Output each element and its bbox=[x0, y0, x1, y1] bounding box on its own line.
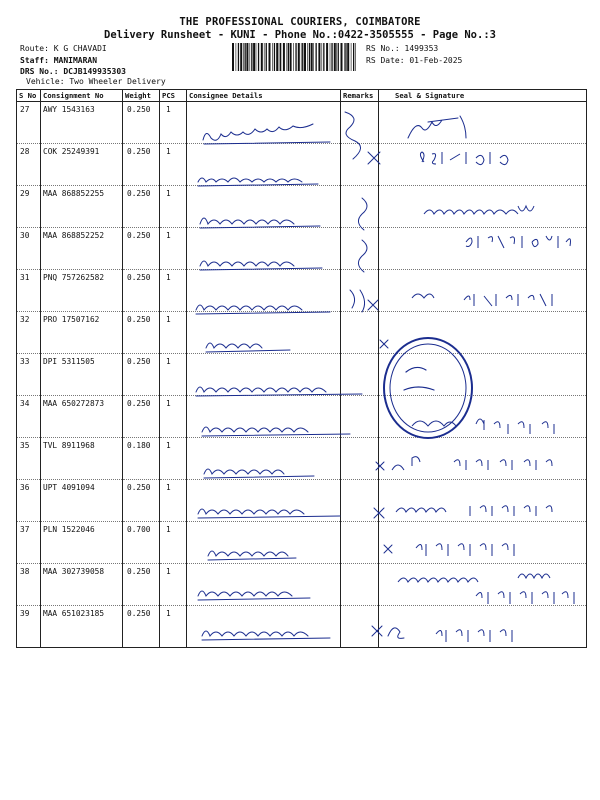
rs-number: RS No.: 1499353 bbox=[366, 44, 439, 53]
cell-sno: 39 bbox=[17, 606, 41, 648]
barcode-bar bbox=[246, 43, 248, 71]
barcode-bar bbox=[256, 43, 257, 71]
cell-consignment-no: MAA 650272873 bbox=[41, 396, 123, 438]
route-line: Route: K G CHAVADI bbox=[20, 44, 107, 53]
barcode-bar bbox=[238, 43, 239, 71]
cell-consignment-no: PLN 1522046 bbox=[41, 522, 123, 564]
vehicle-line: Vehicle: Two Wheeler Delivery bbox=[26, 77, 166, 86]
cell-consignee-details bbox=[187, 270, 341, 312]
barcode-bar bbox=[301, 43, 302, 71]
cell-consignee-details bbox=[187, 186, 341, 228]
cell-pcs: 1 bbox=[160, 228, 187, 270]
barcode-bar bbox=[304, 43, 306, 71]
cell-remarks bbox=[341, 606, 379, 648]
cell-pcs: 1 bbox=[160, 102, 187, 144]
barcode-bar bbox=[251, 43, 252, 71]
cell-consignment-no: COK 25249391 bbox=[41, 144, 123, 186]
col-pcs: PCS bbox=[160, 90, 187, 102]
cell-consignment-no: MAA 651023185 bbox=[41, 606, 123, 648]
barcode-bar bbox=[355, 43, 356, 71]
runsheet-subtitle: Delivery Runsheet - KUNI - Phone No.:0422-3505555 - Page No.:3 bbox=[104, 29, 496, 41]
cell-sno: 37 bbox=[17, 522, 41, 564]
cell-weight: 0.250 bbox=[123, 186, 160, 228]
cell-pcs: 1 bbox=[160, 606, 187, 648]
table-row bbox=[17, 312, 587, 354]
barcode-bar bbox=[288, 43, 289, 71]
cell-remarks bbox=[341, 354, 379, 396]
barcode-bar bbox=[351, 43, 352, 71]
col-seal-signature: Seal & Signature bbox=[379, 90, 587, 102]
barcode-bar bbox=[279, 43, 280, 71]
cell-pcs: 1 bbox=[160, 480, 187, 522]
barcode-bar bbox=[236, 43, 237, 71]
drs-line: DRS No.: DCJB149935303 bbox=[20, 67, 126, 76]
cell-seal-signature bbox=[379, 480, 587, 522]
cell-consignment-no: PRO 17507162 bbox=[41, 312, 123, 354]
barcode-bar bbox=[261, 43, 263, 71]
table-row bbox=[17, 228, 587, 270]
cell-seal-signature bbox=[379, 186, 587, 228]
cell-consignee-details bbox=[187, 312, 341, 354]
barcode-bar bbox=[311, 43, 313, 71]
cell-remarks bbox=[341, 144, 379, 186]
barcode-bar bbox=[341, 43, 343, 71]
staff-line: Staff: MANIMARAN bbox=[20, 56, 98, 65]
barcode-bar bbox=[295, 43, 296, 71]
runsheet-table bbox=[16, 89, 587, 648]
col-consignment: Consignment No bbox=[41, 90, 123, 102]
cell-weight: 0.250 bbox=[123, 396, 160, 438]
barcode-bar bbox=[272, 43, 273, 71]
barcode-bar bbox=[240, 43, 242, 71]
table-row bbox=[17, 564, 587, 606]
table-row bbox=[17, 438, 587, 480]
cell-weight: 0.250 bbox=[123, 606, 160, 648]
cell-pcs: 1 bbox=[160, 396, 187, 438]
barcode-bar bbox=[232, 43, 234, 71]
barcode-bar bbox=[298, 43, 300, 71]
cell-consignment-no: MAA 868852252 bbox=[41, 228, 123, 270]
barcode-bar bbox=[344, 43, 345, 71]
cell-seal-signature bbox=[379, 438, 587, 480]
table-row bbox=[17, 102, 587, 144]
cell-consignee-details bbox=[187, 144, 341, 186]
barcode-bar bbox=[334, 43, 336, 71]
cell-remarks bbox=[341, 228, 379, 270]
col-remarks: Remarks bbox=[341, 90, 379, 102]
cell-consignee-details bbox=[187, 438, 341, 480]
cell-remarks bbox=[341, 522, 379, 564]
barcode-bar bbox=[283, 43, 285, 71]
barcode-bar bbox=[316, 43, 317, 71]
barcode-bar bbox=[322, 43, 323, 71]
table-row bbox=[17, 354, 587, 396]
table-row bbox=[17, 186, 587, 228]
cell-pcs: 1 bbox=[160, 564, 187, 606]
barcode-bar bbox=[347, 43, 349, 71]
cell-pcs: 1 bbox=[160, 186, 187, 228]
barcode bbox=[232, 43, 356, 71]
cell-sno: 33 bbox=[17, 354, 41, 396]
cell-seal-signature bbox=[379, 354, 587, 396]
cell-remarks bbox=[341, 438, 379, 480]
barcode-bar bbox=[313, 43, 314, 71]
barcode-bar bbox=[331, 43, 332, 71]
barcode-bar bbox=[345, 43, 346, 71]
barcode-bar bbox=[326, 43, 328, 71]
cell-sno: 36 bbox=[17, 480, 41, 522]
col-sno: S No bbox=[17, 90, 41, 102]
table-row bbox=[17, 396, 587, 438]
cell-sno: 30 bbox=[17, 228, 41, 270]
cell-weight: 0.250 bbox=[123, 312, 160, 354]
barcode-bar bbox=[323, 43, 324, 71]
cell-pcs: 1 bbox=[160, 354, 187, 396]
cell-remarks bbox=[341, 480, 379, 522]
cell-consignee-details bbox=[187, 480, 341, 522]
table-row bbox=[17, 522, 587, 564]
cell-pcs: 1 bbox=[160, 144, 187, 186]
cell-consignment-no: MAA 868852255 bbox=[41, 186, 123, 228]
cell-weight: 0.250 bbox=[123, 480, 160, 522]
cell-consignee-details bbox=[187, 564, 341, 606]
cell-consignee-details bbox=[187, 354, 341, 396]
table-row bbox=[17, 270, 587, 312]
cell-consignment-no: AWY 1543163 bbox=[41, 102, 123, 144]
cell-pcs: 1 bbox=[160, 270, 187, 312]
cell-consignee-details bbox=[187, 396, 341, 438]
cell-remarks bbox=[341, 396, 379, 438]
barcode-bar bbox=[302, 43, 303, 71]
barcode-bar bbox=[264, 43, 265, 71]
cell-seal-signature bbox=[379, 144, 587, 186]
cell-sno: 32 bbox=[17, 312, 41, 354]
cell-seal-signature bbox=[379, 396, 587, 438]
cell-consignment-no: TVL 8911968 bbox=[41, 438, 123, 480]
cell-consignment-no: MAA 302739058 bbox=[41, 564, 123, 606]
cell-consignee-details bbox=[187, 228, 341, 270]
col-consignee: Consignee Details bbox=[187, 90, 341, 102]
table-row bbox=[17, 480, 587, 522]
company-title: THE PROFESSIONAL COURIERS, COIMBATORE bbox=[179, 16, 421, 28]
barcode-bar bbox=[258, 43, 259, 71]
cell-seal-signature bbox=[379, 606, 587, 648]
cell-pcs: 1 bbox=[160, 312, 187, 354]
cell-remarks bbox=[341, 186, 379, 228]
barcode-bar bbox=[276, 43, 278, 71]
cell-seal-signature bbox=[379, 228, 587, 270]
table-header-row bbox=[17, 90, 587, 102]
barcode-bar bbox=[309, 43, 310, 71]
cell-remarks bbox=[341, 564, 379, 606]
barcode-bar bbox=[318, 43, 320, 71]
barcode-bar bbox=[338, 43, 339, 71]
barcode-bar bbox=[253, 43, 255, 71]
cell-sno: 38 bbox=[17, 564, 41, 606]
barcode-bar bbox=[269, 43, 271, 71]
cell-consignee-details bbox=[187, 606, 341, 648]
barcode-bar bbox=[290, 43, 292, 71]
cell-consignment-no: DPI 5311505 bbox=[41, 354, 123, 396]
cell-sno: 31 bbox=[17, 270, 41, 312]
rs-date: RS Date: 01-Feb-2025 bbox=[366, 56, 463, 65]
cell-sno: 27 bbox=[17, 102, 41, 144]
cell-pcs: 1 bbox=[160, 438, 187, 480]
cell-consignee-details bbox=[187, 102, 341, 144]
barcode-bar bbox=[250, 43, 251, 71]
cell-sno: 34 bbox=[17, 396, 41, 438]
cell-consignment-no: PNQ 757262582 bbox=[41, 270, 123, 312]
barcode-bar bbox=[274, 43, 275, 71]
table-row bbox=[17, 606, 587, 648]
cell-consignment-no: UPT 4091094 bbox=[41, 480, 123, 522]
cell-weight: 0.700 bbox=[123, 522, 160, 564]
cell-sno: 35 bbox=[17, 438, 41, 480]
cell-seal-signature bbox=[379, 522, 587, 564]
cell-remarks bbox=[341, 270, 379, 312]
cell-seal-signature bbox=[379, 102, 587, 144]
cell-weight: 0.250 bbox=[123, 354, 160, 396]
barcode-bar bbox=[336, 43, 337, 71]
barcode-bar bbox=[330, 43, 331, 71]
cell-weight: 0.250 bbox=[123, 270, 160, 312]
barcode-bar bbox=[287, 43, 288, 71]
barcode-bar bbox=[243, 43, 244, 71]
cell-remarks bbox=[341, 312, 379, 354]
barcode-bar bbox=[245, 43, 246, 71]
cell-sno: 28 bbox=[17, 144, 41, 186]
cell-weight: 0.250 bbox=[123, 102, 160, 144]
cell-sno: 29 bbox=[17, 186, 41, 228]
barcode-bar bbox=[293, 43, 294, 71]
cell-weight: 0.180 bbox=[123, 438, 160, 480]
cell-weight: 0.250 bbox=[123, 144, 160, 186]
cell-seal-signature bbox=[379, 312, 587, 354]
cell-weight: 0.250 bbox=[123, 564, 160, 606]
cell-seal-signature bbox=[379, 270, 587, 312]
cell-remarks bbox=[341, 102, 379, 144]
cell-seal-signature bbox=[379, 564, 587, 606]
cell-weight: 0.250 bbox=[123, 228, 160, 270]
barcode-bar bbox=[307, 43, 308, 71]
cell-pcs: 1 bbox=[160, 522, 187, 564]
barcode-bar bbox=[353, 43, 354, 71]
table-row bbox=[17, 144, 587, 186]
barcode-bar bbox=[280, 43, 281, 71]
cell-consignee-details bbox=[187, 522, 341, 564]
col-weight: Weight bbox=[123, 90, 160, 102]
barcode-bar bbox=[266, 43, 267, 71]
